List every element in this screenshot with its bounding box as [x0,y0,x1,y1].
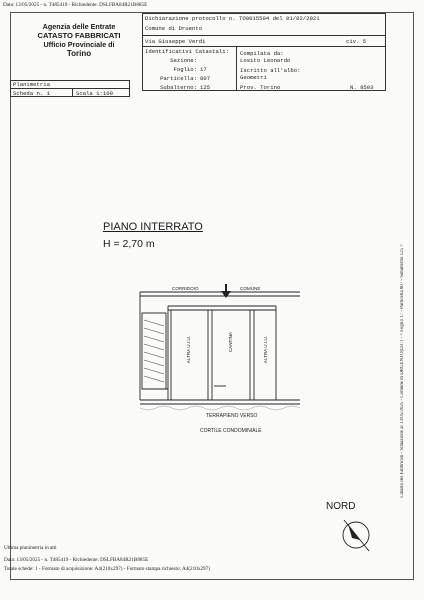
label-comune: COMUNE [240,286,261,291]
footer-line1: Ultima planimetria in atti [4,545,57,551]
civ-value: 5 [362,38,367,45]
planimetria-title: Planimetria [13,81,50,88]
agency-line2: CATASTO FABBRICATI [37,31,121,40]
agency-line4: Torino [66,49,92,58]
scala-row: Scala 1:100 [76,89,113,97]
label-nord: NORD [326,501,356,512]
label-terrapieno: TERRAPIENO VERSO [206,413,258,419]
agency-line1: Agenzia delle Entrate [42,22,116,31]
sezione-label: Sezione: [170,57,197,64]
plan-height: H = 2,70 m [103,238,155,250]
prov-value: Torino [260,84,281,91]
particella-value: 807 [200,75,211,82]
label-cantina: CANTINA [228,332,233,353]
comune-row: Comune di Druento [145,25,203,32]
protocol-number: TO0015504 [239,15,270,22]
label-altra-uiu-left: ALTRA U.I.U. [186,336,191,364]
iscritto-value: Geometri [240,74,267,81]
plan-title: PIANO INTERRATO [103,221,203,233]
label-altra-uiu-right: ALTRA U.I.U. [263,336,268,364]
scheda-value: 1 [46,89,50,97]
civ-row: civ. 5 [346,38,367,45]
foglio-label: Foglio: [173,66,197,73]
particella-label: Particella: [160,75,197,82]
num-row: N. 8503 [350,84,374,91]
prov-row: Prov. Torino [240,84,281,91]
footer-line2: Data: 13/05/2025 - n. T485419 - Richiedente: DSLFBA84R21B885E [4,557,149,563]
compilata-value: Losito Leonardo [240,57,291,64]
top-stamp: Data: 13/05/2025 - n. T485419 - Richiedente: DSLFBA84R21B885E [3,2,148,8]
side-vertical-text: Catasto dei Fabbricati - Situazione al 13/05/2025 - Comune di DRUENTO(D37) - < Foglio 17 - Particella 807 - Subalterno 125 > [400,244,405,498]
subalterno-value: 125 [200,84,211,91]
foglio-value: 17 [200,66,207,73]
subalterno-label: Subalterno: [160,84,197,91]
declaration-row: Dichiarazione protocollo n. TO0015504 del 01/02/2021 [145,15,320,22]
protocol-date: 01/02/2021 [286,15,320,22]
via-value: Via Giuseppe Verdi [145,38,206,45]
label-corridoio: CORRIDOIO [172,286,199,291]
agency-line3: Ufficio Provinciale di [43,40,115,49]
scala-value: 1:100 [96,89,113,97]
num-value: 8503 [360,84,374,91]
scheda-row: Scheda n. 1 [13,89,50,97]
label-cortile: CORTILE CONDOMINIALE [200,428,262,434]
footer-line3: Totale schede: 1 - Formato di acquisizione: A4(210x297) - Formato stampa richiesto: A4(210x297) [4,566,210,572]
comune-value: Druento [178,25,203,32]
compilata-label: Compilata da: [240,50,284,57]
identificativi-label: Identificativi Catastali: [145,48,229,55]
arrow-down-icon [221,291,231,298]
north-arrow-icon [343,520,369,551]
iscritto-label: Iscritto all'albo: [240,67,301,74]
